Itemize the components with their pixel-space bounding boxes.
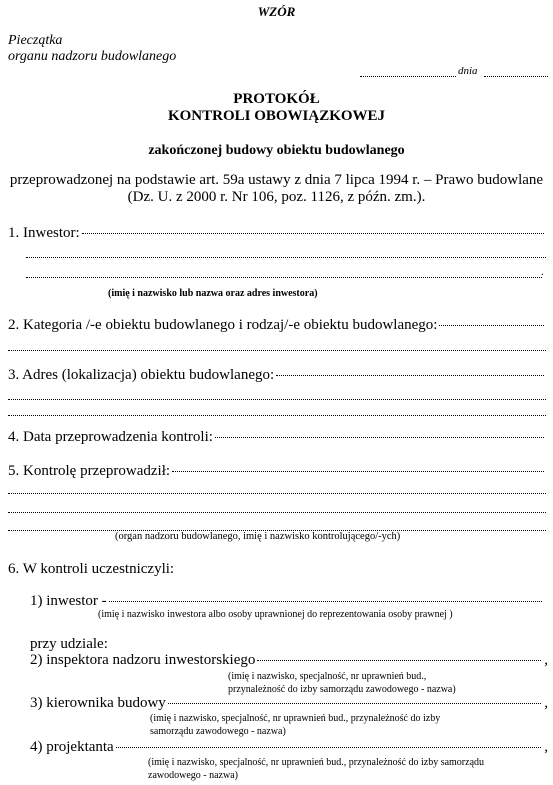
inspector-field-line2[interactable] xyxy=(8,493,546,494)
site-manager-hint-line1: (imię i nazwisko, specjalność, nr uprawnień bud., przynależność do izby xyxy=(150,713,441,724)
site-manager-field[interactable] xyxy=(168,703,541,704)
inspector-label: 5. Kontrolę przeprowadził: xyxy=(8,463,171,479)
address-field-line2[interactable] xyxy=(8,399,546,400)
control-date-label: 4. Data przeprowadzenia kontroli: xyxy=(8,429,213,445)
category-row xyxy=(8,317,546,334)
address-row xyxy=(8,367,546,384)
investor-line3-end: . xyxy=(541,266,544,278)
date-label: dnia xyxy=(458,65,478,77)
participant-investor-field[interactable] xyxy=(109,601,542,602)
stamp-label-line1: Pieczątka xyxy=(8,33,63,48)
investor-label: 1. Inwestor: xyxy=(8,225,80,241)
site-inspector-field[interactable] xyxy=(257,660,541,661)
designer-label: 4) projektanta xyxy=(30,739,114,755)
inspector-field[interactable] xyxy=(172,471,544,472)
category-field[interactable] xyxy=(439,325,544,326)
category-field-line2[interactable] xyxy=(8,350,546,351)
legal-basis-line1: przeprowadzonej na podstawie art. 59a ustawy z dnia 7 lipca 1994 r. – Prawo budowlane xyxy=(9,172,544,188)
participant-investor-hint: (imię i nazwisko inwestora albo osoby uprawnionej do reprezentowania osoby prawnej ) xyxy=(98,609,453,620)
document-subtitle: zakończonej budowy obiektu budowlanego xyxy=(148,143,405,158)
investor-field[interactable] xyxy=(82,233,544,234)
site-manager-comma: , xyxy=(544,695,548,711)
site-inspector-hint-line1: (imię i nazwisko, specjalność, nr uprawnień bud., xyxy=(228,671,427,682)
investor-row xyxy=(8,225,546,242)
site-manager-label: 3) kierownika budowy xyxy=(30,695,166,711)
document-title-line2: KONTROLI OBOWIĄZKOWEJ xyxy=(167,108,386,124)
stamp-label-line2: organu nadzoru budowlanego xyxy=(8,49,177,64)
site-manager-hint-line2: samorządu zawodowego - nazwa) xyxy=(150,726,286,737)
inspector-row xyxy=(8,463,546,480)
investor-hint: (imię i nazwisko lub nazwa oraz adres inwestora) xyxy=(108,288,318,299)
site-inspector-comma: , xyxy=(544,652,548,668)
site-inspector-row xyxy=(30,652,548,669)
designer-hint-line1: (imię i nazwisko, specjalność, nr uprawnień bud., przynależność do izby samorządu xyxy=(148,757,485,768)
investor-field-line2[interactable] xyxy=(26,257,546,258)
site-inspector-label: 2) inspektora nadzoru inwestorskiego xyxy=(30,652,256,668)
inspector-hint: (organ nadzoru budowlanego, imię i nazwisko kontrolującego/-ych) xyxy=(115,531,401,542)
address-label: 3. Adres (lokalizacja) obiektu budowlanego: xyxy=(8,367,275,383)
designer-comma: , xyxy=(544,739,548,755)
designer-hint-line2: zawodowego - nazwa) xyxy=(148,770,238,781)
with-participation-label: przy udziale: xyxy=(30,636,108,652)
address-field-line3[interactable] xyxy=(8,415,546,416)
date-field[interactable] xyxy=(360,76,456,77)
legal-basis-line2: (Dz. U. z 2000 r. Nr 106, poz. 1126, z późn. zm.). xyxy=(127,189,426,205)
site-manager-row xyxy=(30,695,548,712)
control-date-row xyxy=(8,429,546,446)
template-mark: WZÓR xyxy=(257,4,296,19)
control-date-field[interactable] xyxy=(215,437,544,438)
address-field[interactable] xyxy=(276,375,544,376)
designer-row xyxy=(30,739,548,756)
document-title-line1: PROTOKÓŁ xyxy=(233,91,320,107)
inspector-field-line3[interactable] xyxy=(8,512,546,513)
designer-field[interactable] xyxy=(116,747,542,748)
category-label: 2. Kategoria /-e obiektu budowlanego i rodzaj/-e obiektu budowlanego: xyxy=(8,317,438,333)
site-inspector-hint-line2: przynależność do izby samorządu zawodowego - nazwa) xyxy=(228,684,456,695)
participant-investor-label: 1) inwestor - xyxy=(30,593,107,609)
date-field-year[interactable] xyxy=(484,76,548,77)
participants-label: 6. W kontroli uczestniczyli: xyxy=(8,561,175,577)
investor-field-line3[interactable] xyxy=(26,277,542,278)
